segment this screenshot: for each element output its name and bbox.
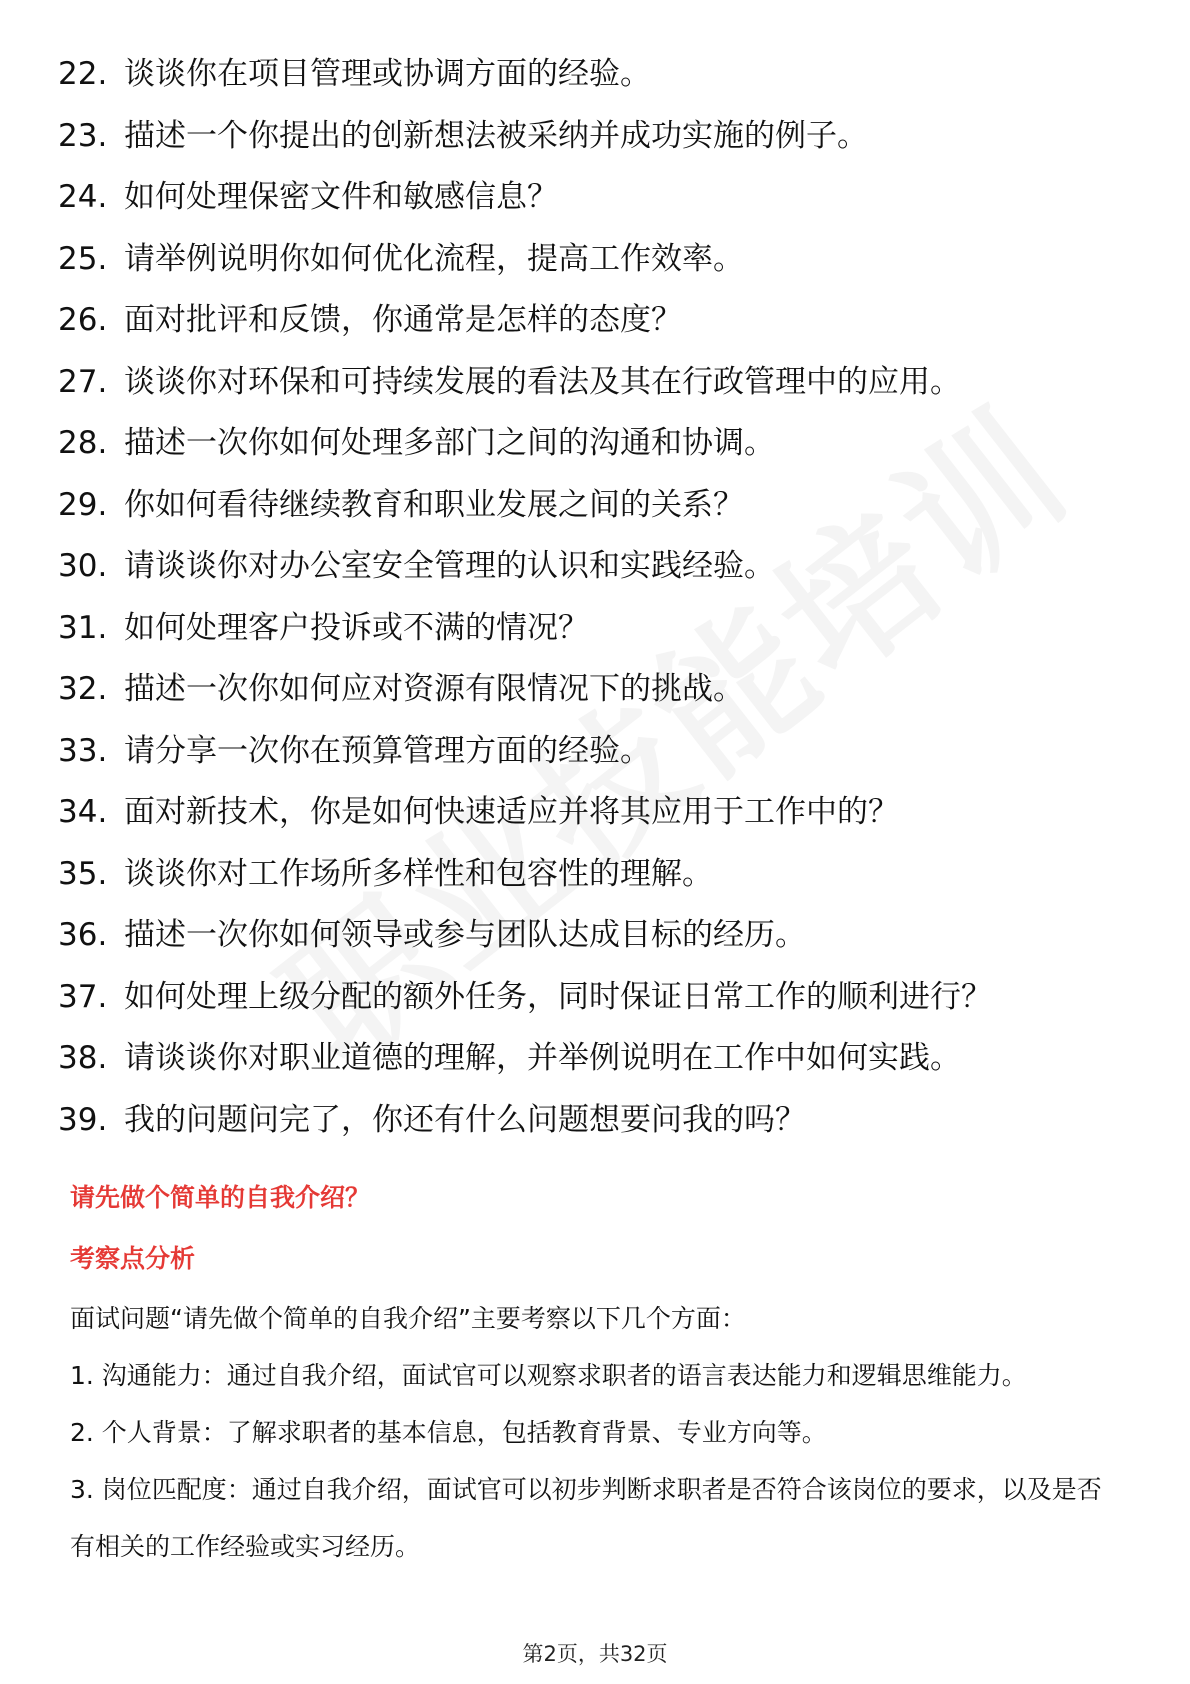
question-number: 31. xyxy=(58,609,108,646)
question-text: 请分享一次你在预算管理方面的经验。 xyxy=(124,732,651,769)
list-item xyxy=(58,967,1138,1029)
question-number: 24. xyxy=(58,179,108,216)
analysis-heading: 考察点分析 xyxy=(70,1244,196,1273)
analysis-point: 2. 个人背景：了解求职者的基本信息，包括教育背景、专业方向等。 xyxy=(70,1418,827,1447)
list-item xyxy=(58,167,1138,229)
list-item xyxy=(58,229,1138,291)
list-item xyxy=(58,905,1138,967)
question-text: 谈谈你对工作场所多样性和包容性的理解。 xyxy=(124,855,713,892)
analysis-point: 3. 岗位匹配度：通过自我介绍，面试官可以初步判断求职者是否符合该岗位的要求，以及是否有相关的工作经验或实习经历。 xyxy=(70,1475,1102,1561)
list-item xyxy=(58,721,1138,783)
list-item xyxy=(58,352,1138,414)
question-text: 描述一次你如何领导或参与团队达成目标的经历。 xyxy=(124,917,806,954)
question-text: 描述一次你如何处理多部门之间的沟通和协调。 xyxy=(124,425,775,462)
list-item xyxy=(58,598,1138,660)
question-number: 37. xyxy=(58,978,108,1015)
question-number: 30. xyxy=(58,548,108,585)
question-number: 22. xyxy=(58,56,108,93)
question-text: 谈谈你在项目管理或协调方面的经验。 xyxy=(124,56,651,93)
list-item xyxy=(58,536,1138,598)
list-item xyxy=(58,1090,1138,1152)
list-item xyxy=(58,290,1138,352)
question-text: 请举例说明你如何优化流程，提高工作效率。 xyxy=(124,240,744,277)
analysis-body xyxy=(70,1290,1120,1575)
list-item xyxy=(58,106,1138,168)
question-text: 面对批评和反馈，你通常是怎样的态度？ xyxy=(124,302,682,339)
list-item xyxy=(58,413,1138,475)
question-number: 38. xyxy=(58,1040,108,1077)
list-item xyxy=(58,659,1138,721)
analysis-intro: 面试问题“请先做个简单的自我介绍”主要考察以下几个方面： xyxy=(70,1304,746,1333)
question-text: 谈谈你对环保和可持续发展的看法及其在行政管理中的应用。 xyxy=(124,363,961,400)
analysis-point: 1. 沟通能力：通过自我介绍，面试官可以观察求职者的语言表达能力和逻辑思维能力。 xyxy=(70,1361,1027,1390)
list-item xyxy=(58,782,1138,844)
list-item xyxy=(58,475,1138,537)
question-text: 请谈谈你对办公室安全管理的认识和实践经验。 xyxy=(124,548,775,585)
question-number: 32. xyxy=(58,671,108,708)
question-text: 描述一次你如何应对资源有限情况下的挑战。 xyxy=(124,671,744,708)
question-number: 33. xyxy=(58,732,108,769)
question-heading: 请先做个简单的自我介绍？ xyxy=(70,1183,371,1212)
question-number: 27. xyxy=(58,363,108,400)
question-text: 请谈谈你对职业道德的理解，并举例说明在工作中如何实践。 xyxy=(124,1040,961,1077)
list-item xyxy=(58,1028,1138,1090)
question-text: 你如何看待继续教育和职业发展之间的关系？ xyxy=(124,486,744,523)
question-number: 34. xyxy=(58,794,108,831)
question-text: 描述一个你提出的创新想法被采纳并成功实施的例子。 xyxy=(124,117,868,154)
question-number: 23. xyxy=(58,117,108,154)
question-text: 如何处理保密文件和敏感信息？ xyxy=(124,179,558,216)
question-text: 面对新技术，你是如何快速适应并将其应用于工作中的？ xyxy=(124,794,899,831)
question-text: 如何处理客户投诉或不满的情况？ xyxy=(124,609,589,646)
list-item xyxy=(58,844,1138,906)
page-number: 第2页，共32页 xyxy=(522,1642,668,1666)
question-number: 26. xyxy=(58,302,108,339)
question-number: 36. xyxy=(58,917,108,954)
question-number: 29. xyxy=(58,486,108,523)
question-number: 35. xyxy=(58,855,108,892)
question-text: 我的问题问完了，你还有什么问题想要问我的吗？ xyxy=(124,1101,806,1138)
list-item xyxy=(58,44,1138,106)
question-list xyxy=(58,44,1138,1151)
question-text: 如何处理上级分配的额外任务，同时保证日常工作的顺利进行？ xyxy=(124,978,992,1015)
question-number: 25. xyxy=(58,240,108,277)
question-number: 39. xyxy=(58,1101,108,1138)
question-number: 28. xyxy=(58,425,108,462)
